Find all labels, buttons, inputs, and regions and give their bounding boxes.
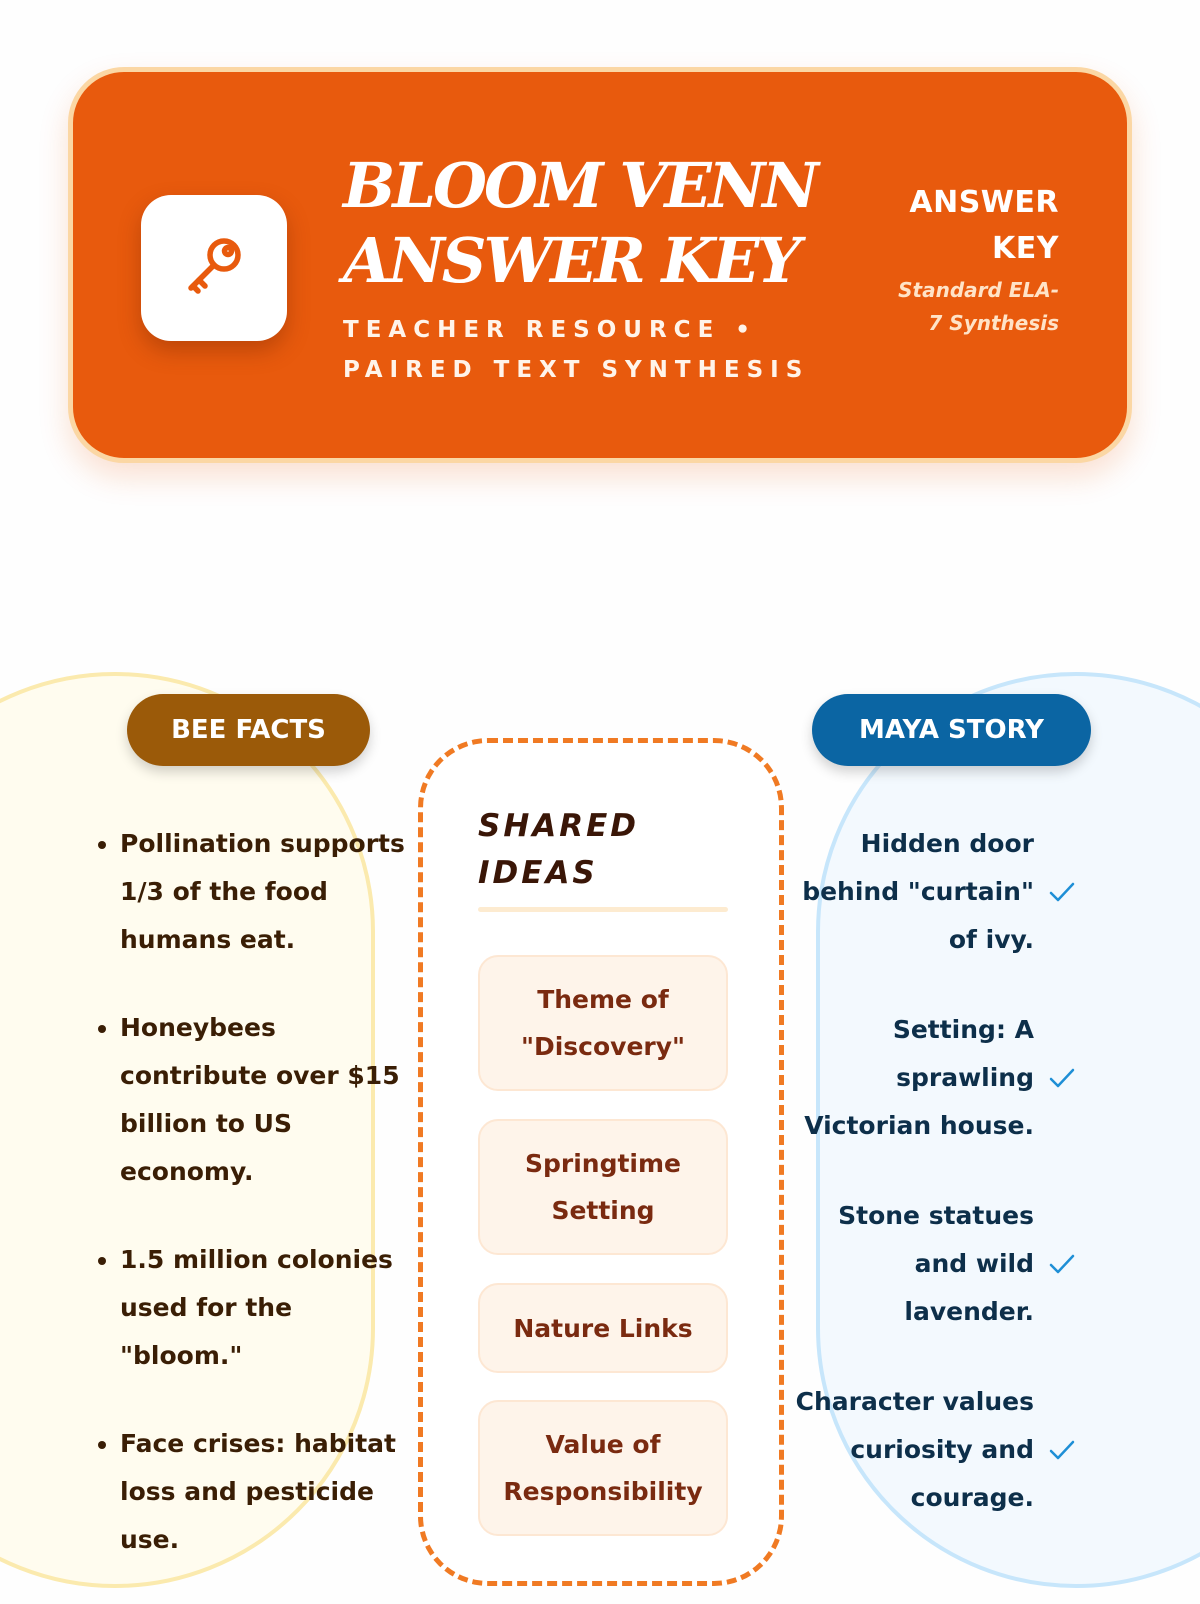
shared-idea-card [478,955,728,1091]
shared-idea-text: Value of Responsibility [503,1430,703,1506]
list-item [790,1006,1090,1150]
key-icon [179,231,249,305]
list-item: • Pollination supports 1/3 of the food humans eat. [120,820,412,964]
list-item: • 1.5 million colonies used for the "bloom." [120,1236,412,1380]
badge-label [839,180,1059,272]
bee-facts-list [72,820,412,1604]
title-line-2: ANSWER KEY [343,224,798,297]
standard-label [839,274,1059,340]
shared-title-line-1: SHARED [478,808,640,844]
shared-idea-card [478,1283,728,1373]
key-icon-tile [141,195,287,341]
header-card [68,67,1132,463]
maya-story-label: MAYA STORY [812,694,1091,766]
shared-idea-text: Springtime Setting [524,1149,682,1225]
check-icon [1034,1068,1090,1088]
bee-facts-label: BEE FACTS [127,694,370,766]
list-item-text: Setting: A sprawling Victorian house. [804,1015,1034,1140]
list-item-text: Stone statues and wild lavender. [838,1201,1034,1326]
shared-idea-text: Theme of "Discovery" [520,985,686,1061]
shared-title-line-2: IDEAS [478,855,598,891]
list-item-text: Character values curiosity and courage. [795,1387,1034,1512]
standard-line-1: Standard ELA- [898,278,1059,302]
list-item [790,820,1090,964]
subtitle-line-1: TEACHER RESOURCE • [343,317,757,343]
list-item [790,1192,1090,1336]
maya-story-list [790,820,1090,1564]
divider [478,907,728,912]
list-item: • Face crises: habitat loss and pesticide use. [120,1420,412,1564]
shared-ideas-panel [418,738,784,1586]
check-icon [1034,1254,1090,1274]
check-icon [1034,1440,1090,1460]
title-line-1: BLOOM VENN [343,149,816,222]
page-title [343,148,816,298]
list-item [790,1378,1090,1522]
check-icon [1034,882,1090,902]
shared-idea-card [478,1119,728,1255]
list-item-text: Hidden door behind "curtain" of ivy. [802,829,1034,954]
subtitle [343,310,873,390]
subtitle-line-2: PAIRED TEXT SYNTHESIS [343,357,810,383]
badge-line-2: KEY [992,231,1059,266]
shared-ideas-title [478,803,639,897]
standard-line-2: 7 Synthesis [928,311,1059,335]
shared-idea-text: Nature Links [513,1313,693,1343]
answer-key-badge [839,180,1059,340]
shared-idea-card [478,1400,728,1536]
badge-line-1: ANSWER [909,185,1059,220]
list-item: • Honeybees contribute over $15 billion to US economy. [120,1004,412,1196]
